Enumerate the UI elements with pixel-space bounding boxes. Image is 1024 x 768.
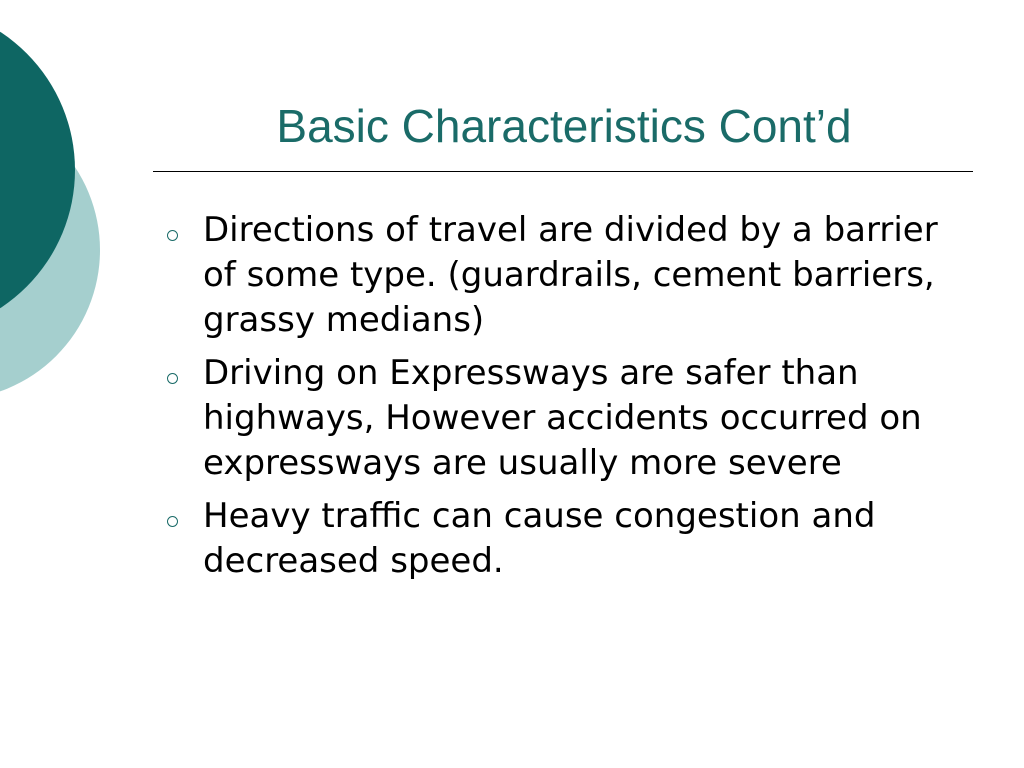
bullet-text: Driving on Expressways are safer than highways, However accidents occurred on expressways are usually more severe (203, 353, 922, 483)
bullet-list (163, 208, 963, 592)
bullet-text: Heavy traffic can cause congestion and decreased speed. (203, 496, 876, 581)
open-circle-icon (167, 516, 178, 527)
slide-title: Basic Characteristics Cont’d (276, 100, 852, 152)
bullet-item (163, 208, 963, 343)
bullet-item (163, 351, 963, 486)
bullet-item (163, 494, 963, 584)
open-circle-icon (167, 373, 178, 384)
title-divider (153, 171, 973, 172)
bullet-text: Directions of travel are divided by a barrier of some type. (guardrails, cement barriers, grassy medians) (203, 210, 938, 340)
open-circle-icon (167, 230, 178, 241)
decorative-circles (0, 0, 110, 420)
